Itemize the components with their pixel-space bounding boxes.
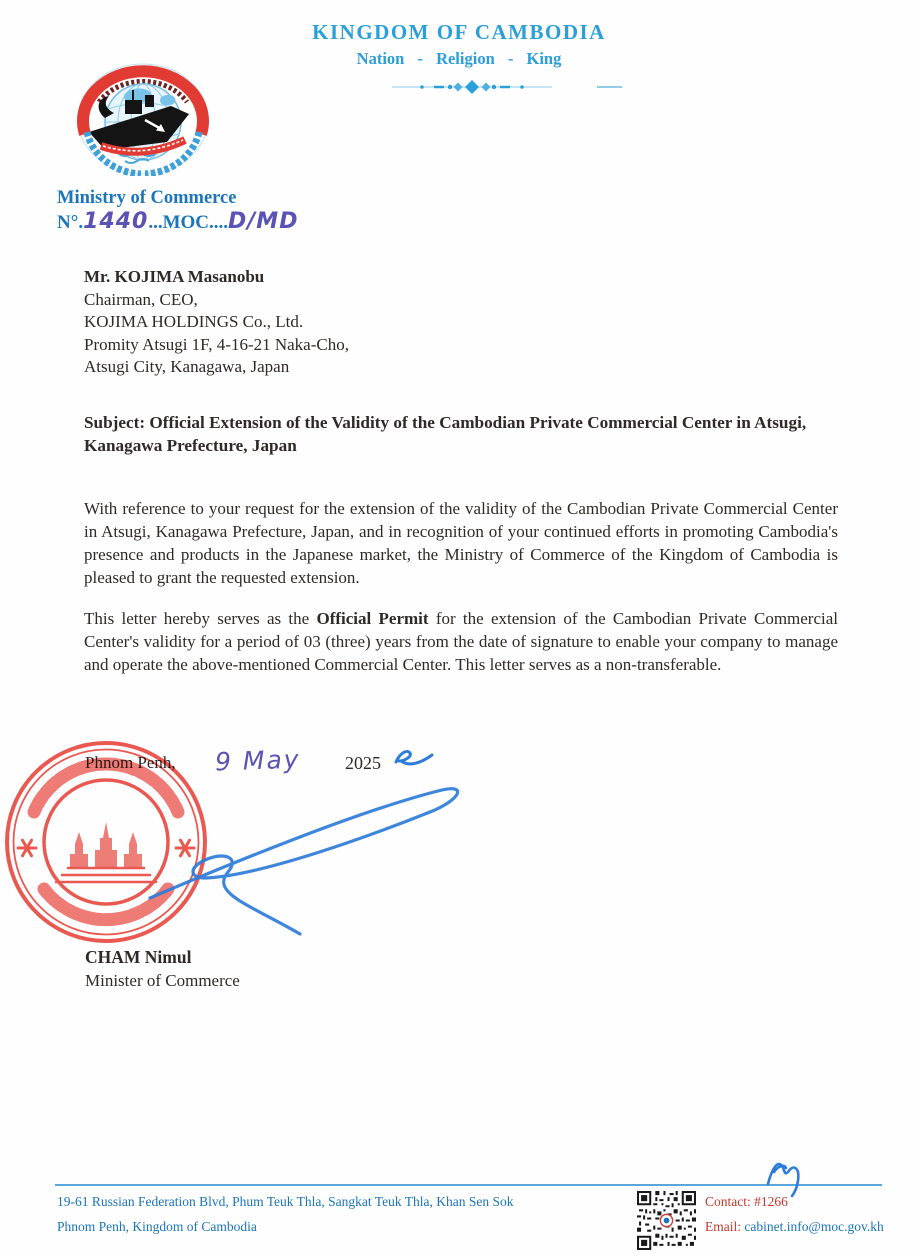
paragraph-text: for the extension of the Cambodian Private Commercial Center's validity for a period of 03 (three) years from the date of signature to enable your company to manage and operate the above-mentioned Commercial Center. This letter serves as a non-transferable.: [84, 609, 839, 674]
subject-line: Subject: Official Extension of the Validity of the Cambodian Private Commercial Center in Atsugi, Kanagawa Prefecture, Japan: [84, 413, 807, 455]
recipient-line: Atsugi City, Kanagawa, Japan: [84, 357, 290, 376]
footer-address-line-1: 19-61 Russian Federation Blvd, Phum Teuk Thla, Sangkat Teuk Thla, Khan Sen Sok: [57, 1194, 514, 1209]
recipient-block: [84, 266, 349, 379]
ref-prefix: N°.: [57, 212, 84, 233]
header-ornament-icon: [392, 80, 622, 94]
ministry-name: Ministry of Commerce: [57, 188, 237, 208]
contact-value: #1266: [754, 1194, 788, 1209]
ref-mid: ...MOC....: [148, 212, 228, 233]
body-paragraph-2: [84, 607, 838, 676]
recipient-line: Chairman, CEO,: [84, 289, 198, 309]
reference-number-line: [57, 209, 298, 234]
signature-stroke-icon: [140, 770, 470, 945]
recipient-name: Mr. KOJIMA Masanobu: [84, 267, 265, 286]
contact-label: Contact:: [705, 1194, 751, 1209]
place-label: Phnom Penh,: [85, 753, 176, 772]
ref-number-handwritten: 1440: [83, 209, 149, 234]
national-motto: Nation - Religion - King: [356, 49, 562, 68]
qr-code-icon: [637, 1191, 696, 1250]
kingdom-title: KINGDOM OF CAMBODIA: [312, 20, 606, 44]
official-permit-emphasis: Official Permit: [316, 609, 429, 628]
email-line: [705, 1219, 884, 1235]
paragraph-text: This letter hereby serves as the: [84, 609, 317, 628]
recipient-line: Promity Atsugi 1F, 4-16-21 Naka-Cho,: [84, 334, 349, 354]
handwritten-date: 9 May: [214, 744, 302, 777]
footer-address-line-2: Phnom Penh, Kingdom of Cambodia: [57, 1219, 257, 1234]
signer-title: Minister of Commerce: [85, 971, 240, 990]
ministry-of-commerce-logo-icon: [75, 62, 211, 176]
email-value: cabinet.info@moc.gov.kh: [744, 1219, 884, 1234]
email-label: Email:: [705, 1219, 741, 1234]
signer-block: [85, 946, 240, 992]
footer-rule: [55, 1184, 882, 1186]
footer-initials-icon: [762, 1150, 812, 1198]
signer-name: CHAM Nimul: [85, 947, 192, 967]
recipient-line: KOJIMA HOLDINGS Co., Ltd.: [84, 312, 304, 331]
ref-suffix-handwritten: D/MD: [228, 209, 299, 234]
body-paragraph-1: With reference to your request for the extension of the validity of the Cambodian Private Commercial Center in Atsugi, Kanagawa Prefecture, Japan, and in recognition of your continued efforts in promoting Cambodia's presence and products in the Japanese market, the Ministry of Commerce of the Kingdom of Cambodia is pleased to grant the requested extension.: [84, 499, 838, 587]
year-label: 2025: [345, 753, 381, 773]
